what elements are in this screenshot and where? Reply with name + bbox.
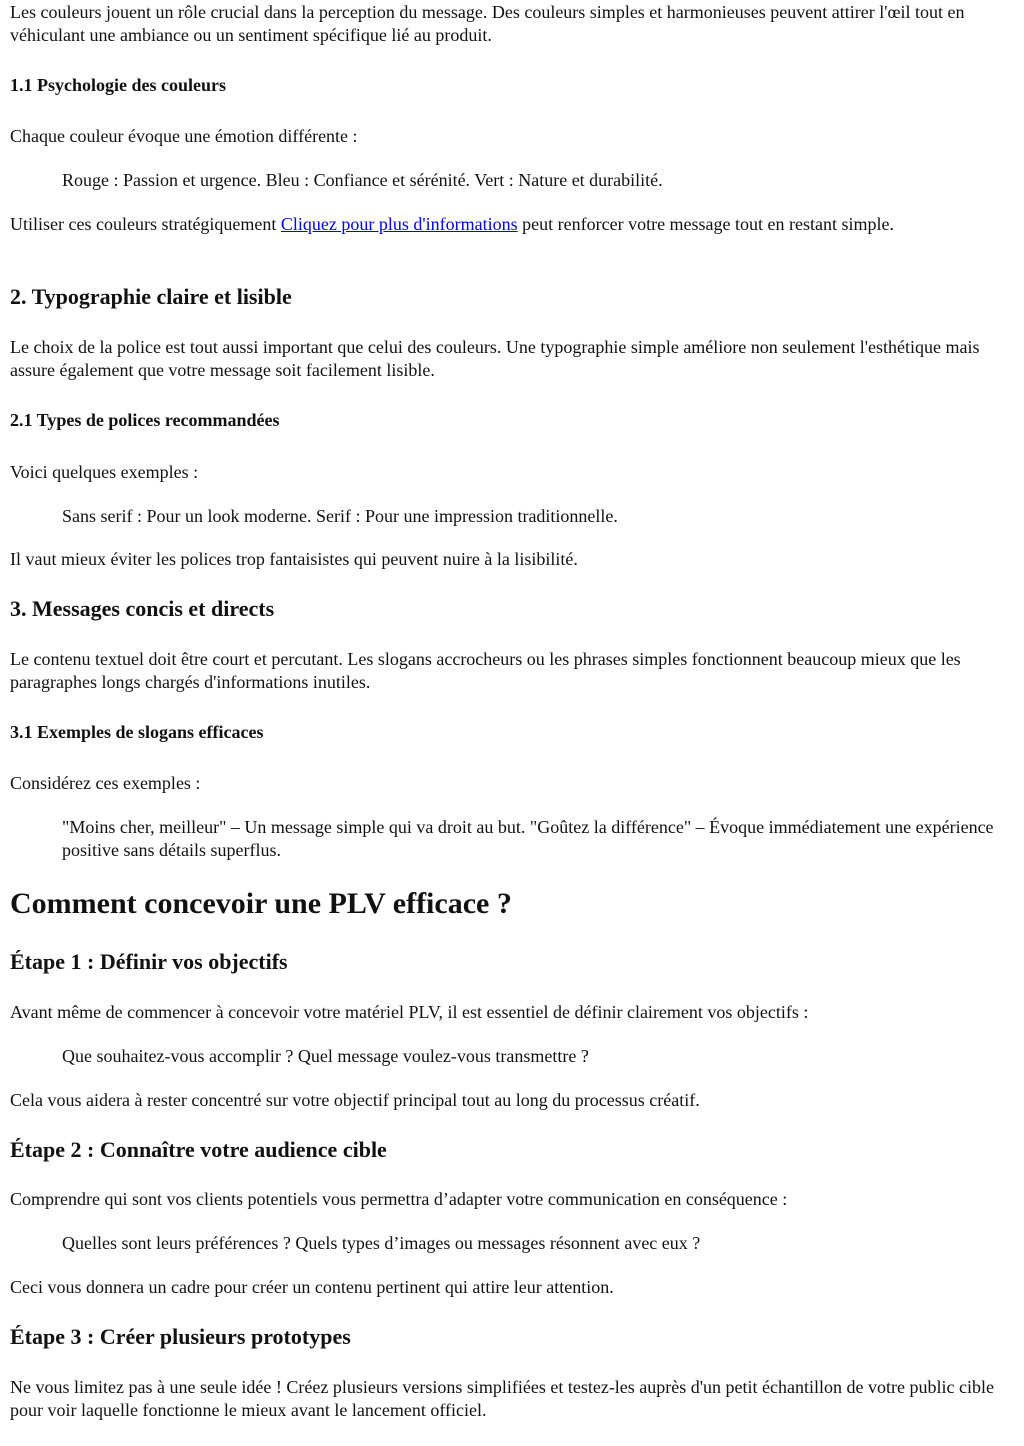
heading-typographie: 2. Typographie claire et lisible (10, 284, 292, 309)
slogans-lead-paragraph: Considérez ces exemples : (10, 773, 201, 793)
etape-2-lead-paragraph: Comprendre qui sont vos clients potentiels vous permettra d’adapter votre communication en conséquence : (10, 1189, 788, 1209)
polices-list: Sans serif : Pour un look moderne. Serif : Pour une impression traditionnelle. (62, 506, 618, 526)
intro-paragraph: Les couleurs jouent un rôle crucial dans la perception du message. Des couleurs simples et harmonieuses peuvent attirer l'œil tout en véhiculant une ambiance ou un sentiment spécifique lié au produit. (10, 2, 965, 45)
typographie-paragraph: Le choix de la police est tout aussi important que celui des couleurs. Une typographie simple améliore non seulement l'esthétique mais assure également que votre message soit facilement lisible. (10, 337, 980, 380)
heading-types-polices: 2.1 Types de polices recommandées (10, 410, 280, 430)
more-info-link[interactable]: Cliquez pour plus d'informations (280, 214, 518, 234)
colors-closing-text-after: peut renforcer votre message tout en restant simple. (517, 214, 895, 234)
polices-closing-paragraph: Il vaut mieux éviter les polices trop fantaisistes qui peuvent nuire à la lisibilité. (10, 549, 578, 569)
heading-etape-2: Étape 2 : Connaître votre audience cible (10, 1137, 387, 1162)
etape-2-closing-paragraph: Ceci vous donnera un cadre pour créer un contenu pertinent qui attire leur attention. (10, 1277, 614, 1297)
messages-paragraph: Le contenu textuel doit être court et percutant. Les slogans accrocheurs ou les phrases simples fonctionnent beaucoup mieux que les paragraphes longs chargés d'informations inutiles. (10, 649, 961, 692)
slogans-list: "Moins cher, meilleur" – Un message simple qui va droit au but. "Goûtez la différence" – Évoque immédiatement une expérience positive sans détails superflus. (62, 817, 994, 860)
colors-closing-text-before: Utiliser ces couleurs stratégiquement (10, 214, 281, 234)
colors-closing-paragraph (10, 213, 894, 236)
etape-3-paragraph: Ne vous limitez pas à une seule idée ! Créez plusieurs versions simplifiées et testez-les auprès d'un petit échantillon de votre public cible pour voir laquelle fonctionne le mieux avant le lancement officiel. (10, 1377, 994, 1420)
heading-etape-1: Étape 1 : Définir vos objectifs (10, 949, 288, 974)
heading-exemples-slogans: 3.1 Exemples de slogans efficaces (10, 722, 264, 742)
colors-list: Rouge : Passion et urgence. Bleu : Confiance et sérénité. Vert : Nature et durabilité. (62, 170, 663, 190)
etape-1-list: Que souhaitez-vous accomplir ? Quel message voulez-vous transmettre ? (62, 1046, 589, 1066)
heading-etape-3: Étape 3 : Créer plusieurs prototypes (10, 1324, 351, 1349)
etape-2-list: Quelles sont leurs préférences ? Quels types d’images ou messages résonnent avec eux ? (62, 1233, 701, 1253)
etape-1-closing-paragraph: Cela vous aidera à rester concentré sur votre objectif principal tout au long du processus créatif. (10, 1090, 700, 1110)
heading-psychologie-couleurs: 1.1 Psychologie des couleurs (10, 75, 226, 95)
heading-messages-concis: 3. Messages concis et directs (10, 596, 275, 621)
colors-lead-paragraph: Chaque couleur évoque une émotion différente : (10, 126, 358, 146)
polices-lead-paragraph: Voici quelques exemples : (10, 462, 199, 482)
etape-1-lead-paragraph: Avant même de commencer à concevoir votre matériel PLV, il est essentiel de définir clairement vos objectifs : (10, 1002, 809, 1022)
heading-concevoir-plv: Comment concevoir une PLV efficace ? (10, 887, 512, 920)
